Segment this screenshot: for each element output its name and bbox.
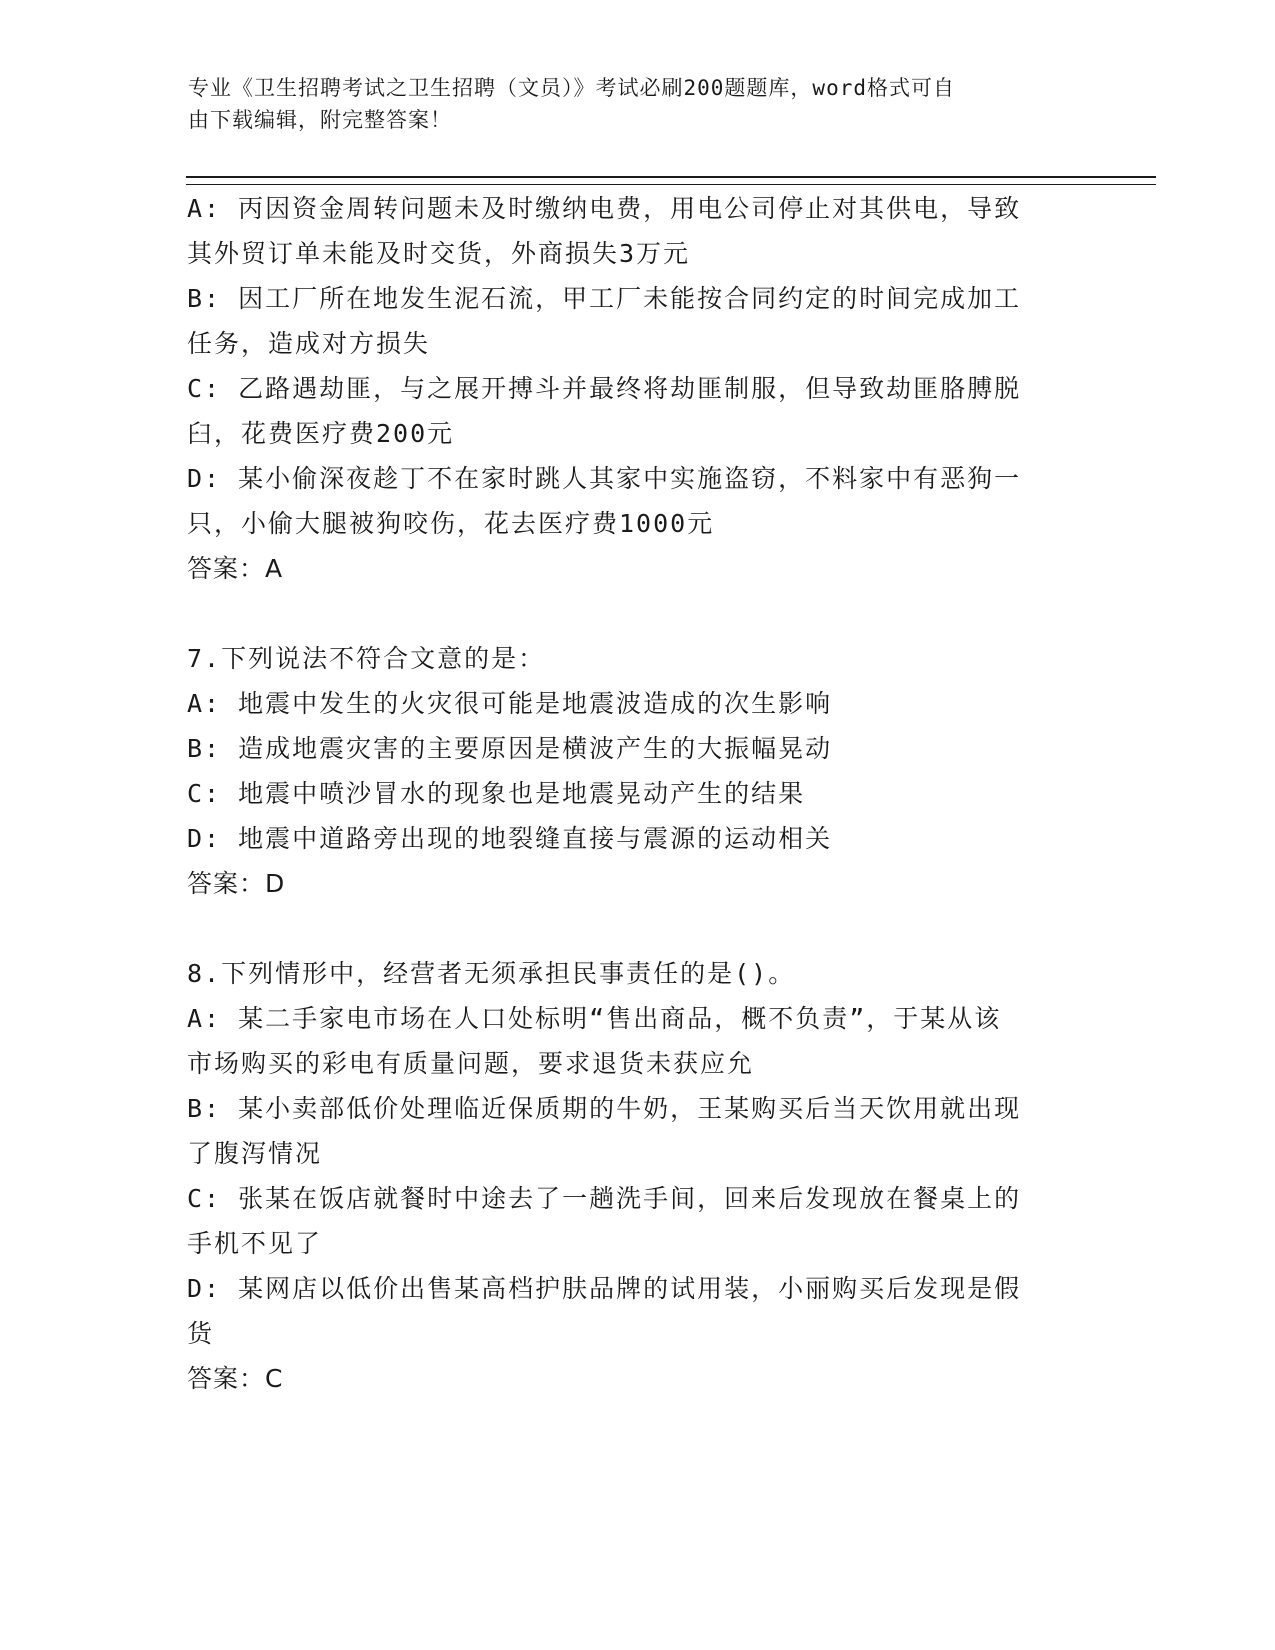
- answer-7: 答案：D: [187, 869, 286, 898]
- spacer: [187, 906, 1087, 951]
- option-b-line-1: B: 某小卖部低价处理临近保质期的牛奶，王某购买后当天饮用就出现: [187, 1094, 1022, 1123]
- option-d: D: 地震中道路旁出现的地裂缝直接与震源的运动相关: [187, 824, 833, 853]
- option-d-line-2: 货: [187, 1319, 215, 1348]
- header-divider: [186, 176, 1156, 185]
- header-line-2: 由下载编辑，附完整答案！: [188, 108, 452, 132]
- document-body: [187, 186, 1087, 1401]
- option-c-line-1: C: 张某在饭店就餐时中途去了一趟洗手间，回来后发现放在餐桌上的: [187, 1184, 1022, 1213]
- option-b-line-1: B: 因工厂所在地发生泥石流，甲工厂未能按合同约定的时间完成加工: [187, 284, 1022, 313]
- option-d-line-2: 只，小偷大腿被狗咬伤，花去医疗费1000元: [187, 509, 715, 538]
- header-line-1: 专业《卫生招聘考试之卫生招聘（文员）》考试必刷200题题库，word格式可自: [188, 76, 955, 100]
- question-8: [187, 951, 1087, 1401]
- document-header: [188, 72, 1088, 136]
- option-c-line-2: 手机不见了: [187, 1229, 323, 1258]
- option-c-line-1: C: 乙路遇劫匪，与之展开搏斗并最终将劫匪制服，但导致劫匪胳膊脱: [187, 374, 1022, 403]
- question-6: [187, 186, 1087, 591]
- option-a: A: 地震中发生的火灾很可能是地震波造成的次生影响: [187, 689, 833, 718]
- spacer: [187, 591, 1087, 636]
- option-d-line-1: D: 某小偷深夜趁丁不在家时跳人其家中实施盗窃，不料家中有恶狗一: [187, 464, 1022, 493]
- question-7: [187, 636, 1087, 906]
- answer-6: 答案：A: [187, 554, 284, 583]
- option-c-line-2: 臼，花费医疗费200元: [187, 419, 455, 448]
- option-b: B: 造成地震灾害的主要原因是横波产生的大振幅晃动: [187, 734, 833, 763]
- option-a-line-2: 市场购买的彩电有质量问题，要求退货未获应允: [187, 1049, 755, 1078]
- option-b-line-2: 了腹泻情况: [187, 1139, 323, 1168]
- option-d-line-1: D: 某网店以低价出售某高档护肤品牌的试用装，小丽购买后发现是假: [187, 1274, 1022, 1303]
- option-a-line-2: 其外贸订单未能及时交货，外商损失3万元: [187, 239, 691, 268]
- question-stem: 8.下列情形中，经营者无须承担民事责任的是()。: [187, 959, 796, 988]
- option-c: C: 地震中喷沙冒水的现象也是地震晃动产生的结果: [187, 779, 806, 808]
- question-stem: 7.下列说法不符合文意的是：: [187, 644, 546, 673]
- option-a-line-1: A: 丙因资金周转问题未及时缴纳电费，用电公司停止对其供电，导致: [187, 194, 1022, 223]
- answer-8: 答案：C: [187, 1364, 284, 1393]
- option-b-line-2: 任务，造成对方损失: [187, 329, 431, 358]
- option-a-line-1: A: 某二手家电市场在人口处标明“售出商品，概不负责”，于某从该: [187, 1004, 1002, 1033]
